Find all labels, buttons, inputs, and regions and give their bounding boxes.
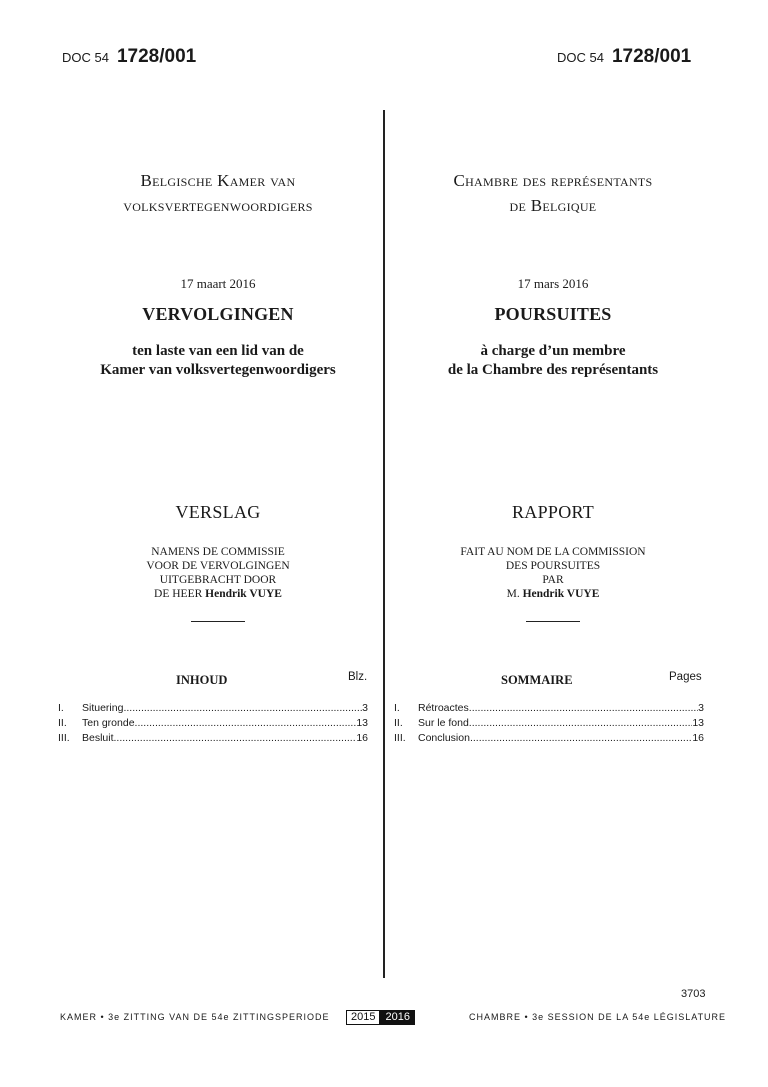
doc-number: 1728/001 (116, 46, 197, 67)
subtitle-line1: ten laste van een lid van de (132, 343, 304, 359)
commission-line4: M. Hendrik VUYE (506, 588, 600, 600)
toc-page-label-fr: Pages (669, 671, 702, 683)
subtitle-line1: à charge d’un membre (480, 343, 626, 359)
report-title-fr: RAPPORT (511, 502, 595, 522)
chamber-name-line2: de Belgique (509, 196, 597, 215)
commission-line2: DES POURSUITES (505, 560, 601, 572)
commission-line3: PAR (542, 574, 564, 586)
chamber-name-fr (403, 168, 703, 218)
rapporteur-name: Hendrik VUYE (522, 588, 600, 600)
title-nl: VERVOLGINGEN (142, 304, 294, 324)
doc-reference-left (62, 46, 196, 68)
toc-heading-nl: INHOUD (176, 673, 228, 687)
rapporteur-name: Hendrik VUYE (205, 588, 282, 600)
commission-line4: DE HEER Hendrik VUYE (154, 588, 282, 600)
toc-row[interactable]: III. Besluit ..... 16 (58, 732, 368, 747)
toc-row[interactable]: I. Rétroactes ..... 3 (394, 702, 704, 717)
commission-line1: NAMENS DE COMMISSIE (151, 546, 285, 558)
chamber-name-nl (68, 168, 368, 218)
commission-fr (403, 545, 703, 601)
doc-number: 1728/001 (611, 46, 692, 67)
subtitle-line2: Kamer van volksvertegenwoordigers (100, 362, 336, 378)
doc-label: DOC 54 (557, 50, 604, 65)
page-number: 3703 (681, 988, 706, 1000)
toc-page-label-nl: Blz. (348, 671, 368, 683)
chamber-name-line1: Chambre des représentants (453, 171, 653, 190)
column-divider (383, 110, 385, 978)
commission-nl (68, 545, 368, 601)
toc-heading-fr: SOMMAIRE (501, 673, 573, 687)
toc-row[interactable]: I. Situering ..... 3 (58, 702, 368, 717)
commission-line2: VOOR DE VERVOLGINGEN (146, 560, 290, 572)
commission-line1: FAIT AU NOM DE LA COMMISSION (460, 546, 646, 558)
chamber-name-line2: volksvertegenwoordigers (123, 196, 313, 215)
doc-label: DOC 54 (62, 50, 109, 65)
separator-rule (191, 621, 245, 622)
subtitle-nl (68, 342, 368, 380)
toc-nl (58, 702, 368, 747)
footer-left: KAMER • 3e ZITTING VAN DE 54e ZITTINGSPERIODE (60, 1012, 330, 1022)
year-end: 2016 (380, 1010, 414, 1025)
doc-reference-right (557, 46, 691, 68)
chamber-name-line1: Belgische Kamer van (140, 171, 296, 190)
toc-row[interactable]: II. Ten gronde ..... 13 (58, 717, 368, 732)
subtitle-fr (403, 342, 703, 380)
session-years (346, 1010, 415, 1025)
title-fr: POURSUITES (494, 304, 612, 324)
date-fr: 17 mars 2016 (517, 276, 589, 291)
year-start: 2015 (346, 1010, 380, 1025)
toc-row[interactable]: III. Conclusion ..... 16 (394, 732, 704, 747)
commission-line3: UITGEBRACHT DOOR (159, 574, 277, 586)
date-nl: 17 maart 2016 (180, 276, 256, 291)
footer-right: CHAMBRE • 3e SESSION DE LA 54e LÉGISLATURE (469, 1012, 727, 1022)
toc-row[interactable]: II. Sur le fond ..... 13 (394, 717, 704, 732)
toc-fr (394, 702, 704, 747)
report-title-nl: VERSLAG (175, 502, 261, 522)
separator-rule (526, 621, 580, 622)
subtitle-line2: de la Chambre des représentants (447, 362, 659, 378)
